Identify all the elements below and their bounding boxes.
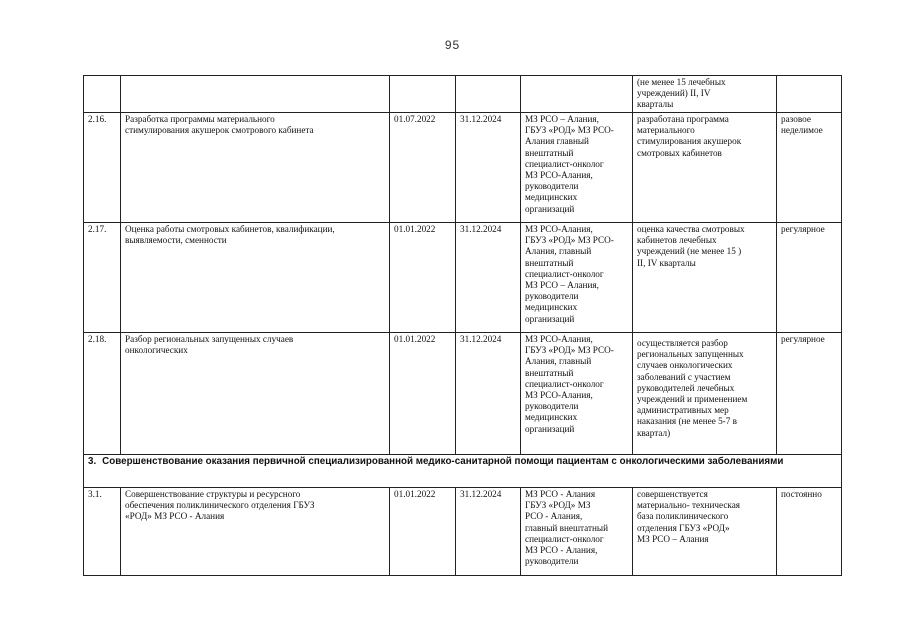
- executor-cell: МЗ РСО-Алания, ГБУЗ «РОД» МЗ РСО- Алания, главный внештатный специалист-онколог МЗ РСО-Алания, руководители медицинских организаций: [521, 333, 633, 455]
- start-date-cell: 01.01.2022: [390, 333, 456, 455]
- end-date-cell: 31.12.2024: [456, 333, 521, 455]
- start-date-cell: 01.07.2022: [390, 113, 456, 223]
- row-number-cell: 2.17.: [84, 223, 121, 333]
- activity-name-cell: Разбор региональных запущенных случаев онкологических: [121, 333, 390, 455]
- section-number: 3.: [88, 456, 97, 467]
- result-cell: осуществляется разбор региональных запущенных случаев онкологических заболеваний с участием руководителей лечебных учреждений и применением административных мер наказания (не менее 5-7 в квартал): [633, 333, 777, 455]
- type-cell: постоянно: [777, 488, 842, 576]
- activity-name-cell: [121, 76, 390, 113]
- type-cell: [777, 76, 842, 113]
- executor-cell: МЗ РСО – Алания, ГБУЗ «РОД» МЗ РСО- Алания главный внештатный специалист-онколог МЗ РСО-Алания, руководители медицинских организаций: [521, 113, 633, 223]
- end-date-cell: 31.12.2024: [456, 113, 521, 223]
- result-cell: разработана программа материального стимулирования акушерок смотровых кабинетов: [633, 113, 777, 223]
- activity-name-cell: Оценка работы смотровых кабинетов, квалификации, выявляемости, сменности: [121, 223, 390, 333]
- section-header-cell: [84, 455, 842, 488]
- end-date-cell: 31.12.2024: [456, 488, 521, 576]
- result-cell: (не менее 15 лечебных учреждений) II, IV кварталы: [633, 76, 777, 113]
- table-row: [84, 76, 842, 113]
- table-row: [84, 113, 842, 223]
- start-date-cell: 01.01.2022: [390, 223, 456, 333]
- section-title: Совершенствование оказания первичной специализированной медико-санитарной помощи пациентам с онкологическими заболеваниями: [102, 456, 784, 467]
- start-date-cell: [390, 76, 456, 113]
- result-cell: совершенствуется материально- техническая база поликлинического отделения ГБУЗ «РОД» МЗ РСО – Алания: [633, 488, 777, 576]
- executor-cell: МЗ РСО - Алания ГБУЗ «РОД» МЗ РСО - Алания, главный внештатный специалист-онколог МЗ РСО - Алания, руководители: [521, 488, 633, 576]
- type-cell: разовое неделимое: [777, 113, 842, 223]
- executor-cell: МЗ РСО-Алания, ГБУЗ «РОД» МЗ РСО- Алания, главный внештатный специалист-онколог МЗ РСО – Алания, руководители медицинских организаций: [521, 223, 633, 333]
- activity-name-cell: Совершенствование структуры и ресурсного обеспечения поликлинического отделения ГБУЗ «РОД» МЗ РСО - Алания: [121, 488, 390, 576]
- table-row: [84, 333, 842, 455]
- row-number-cell: [84, 76, 121, 113]
- executor-cell: [521, 76, 633, 113]
- start-date-cell: 01.01.2022: [390, 488, 456, 576]
- type-cell: регулярное: [777, 223, 842, 333]
- row-number-cell: 2.16.: [84, 113, 121, 223]
- section-header-row: [84, 455, 842, 488]
- table-row: [84, 488, 842, 576]
- action-plan-table: [83, 75, 842, 576]
- type-cell: регулярное: [777, 333, 842, 455]
- page-number: 95: [444, 38, 461, 52]
- activity-name-cell: Разработка программы материального стимулирования акушерок смотрового кабинета: [121, 113, 390, 223]
- end-date-cell: 31.12.2024: [456, 223, 521, 333]
- end-date-cell: [456, 76, 521, 113]
- table-row: [84, 223, 842, 333]
- row-number-cell: 3.1.: [84, 488, 121, 576]
- result-cell: оценка качества смотровых кабинетов лечебных учреждений (не менее 15 ) II, IV кварталы: [633, 223, 777, 333]
- row-number-cell: 2.18.: [84, 333, 121, 455]
